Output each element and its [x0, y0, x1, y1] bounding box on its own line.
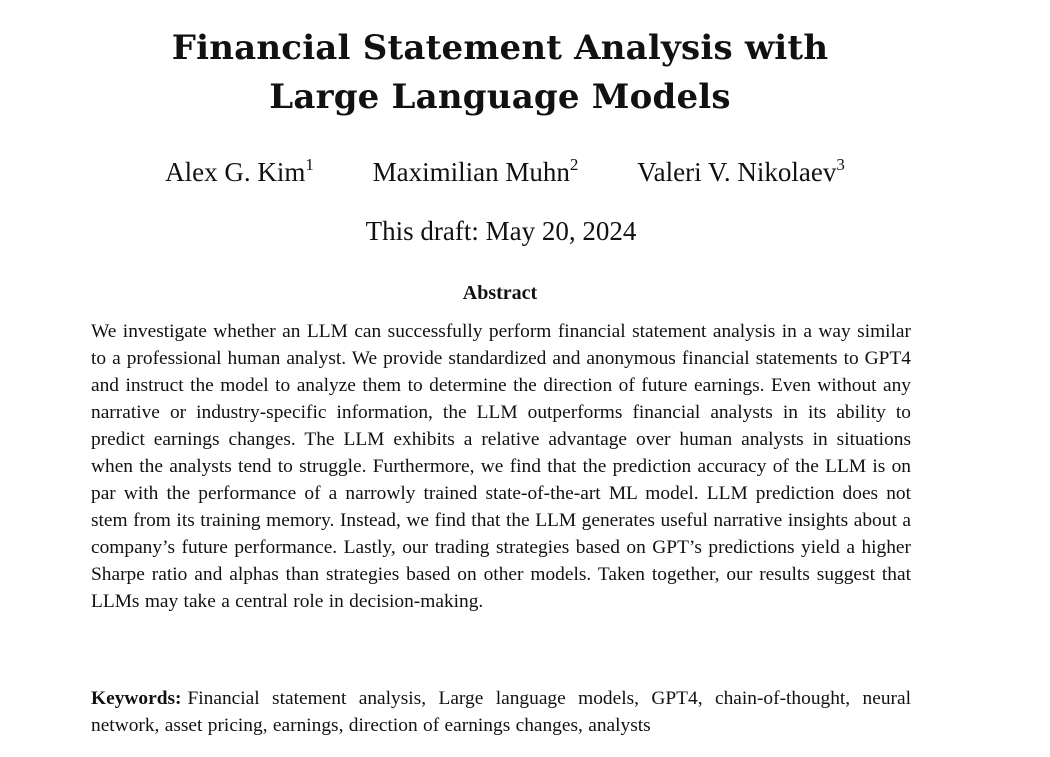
- author-name: Alex G. Kim: [165, 157, 306, 187]
- author-name: Maximilian Muhn: [372, 157, 570, 187]
- author-muhn: [373, 152, 579, 192]
- abstract-heading: Abstract: [462, 282, 538, 304]
- author-list: [0, 152, 1010, 192]
- draft-date: This draft: May 20, 2024: [365, 216, 637, 246]
- author-affiliation-mark: 1: [305, 155, 314, 174]
- abstract-text: We investigate whether an LLM can successfully perform financial statement analysis in a way similar to a professional human analyst. We provide standardized and anonymous financial statements to GPT4 and instruct the model to analyze them to determine the direction of future earnings. Even without any narrative or industry-specific information, the LLM outperforms financial analysts in its ability to predict earnings changes. The LLM exhibits a relative advantage over human analysts in situations when the analysts tend to struggle. Furthermore, we find that the prediction accuracy of the LLM is on par with the performance of a narrowly trained state-of-the-art ML model. LLM prediction does not stem from its training memory. Instead, we find that the LLM generates useful narrative insights about a company’s future performance. Lastly, our trading strategies based on GPT’s predictions yield a higher Sharpe ratio and alphas than strategies based on other models. Taken together, our results suggest that LLMs may take a central role in decision-making.: [91, 321, 911, 612]
- author-name: Valeri V. Nikolaev: [637, 157, 837, 187]
- keywords-paragraph: [91, 685, 911, 739]
- author-nikolaev: [637, 152, 845, 192]
- author-affiliation-mark: 3: [836, 155, 845, 174]
- author-affiliation-mark: 2: [569, 155, 579, 174]
- author-kim: [165, 152, 314, 192]
- paper-title: [0, 24, 1000, 122]
- paper-title-line-1: Financial Statement Analysis with: [171, 28, 829, 68]
- paper-title-line-2: Large Language Models: [269, 77, 731, 117]
- keywords-label: Keywords:: [91, 688, 182, 709]
- keywords-text: Financial statement analysis, Large language models, GPT4, chain-of-thought, neural network, asset pricing, earnings, direction of earnings changes, analysts: [91, 688, 911, 736]
